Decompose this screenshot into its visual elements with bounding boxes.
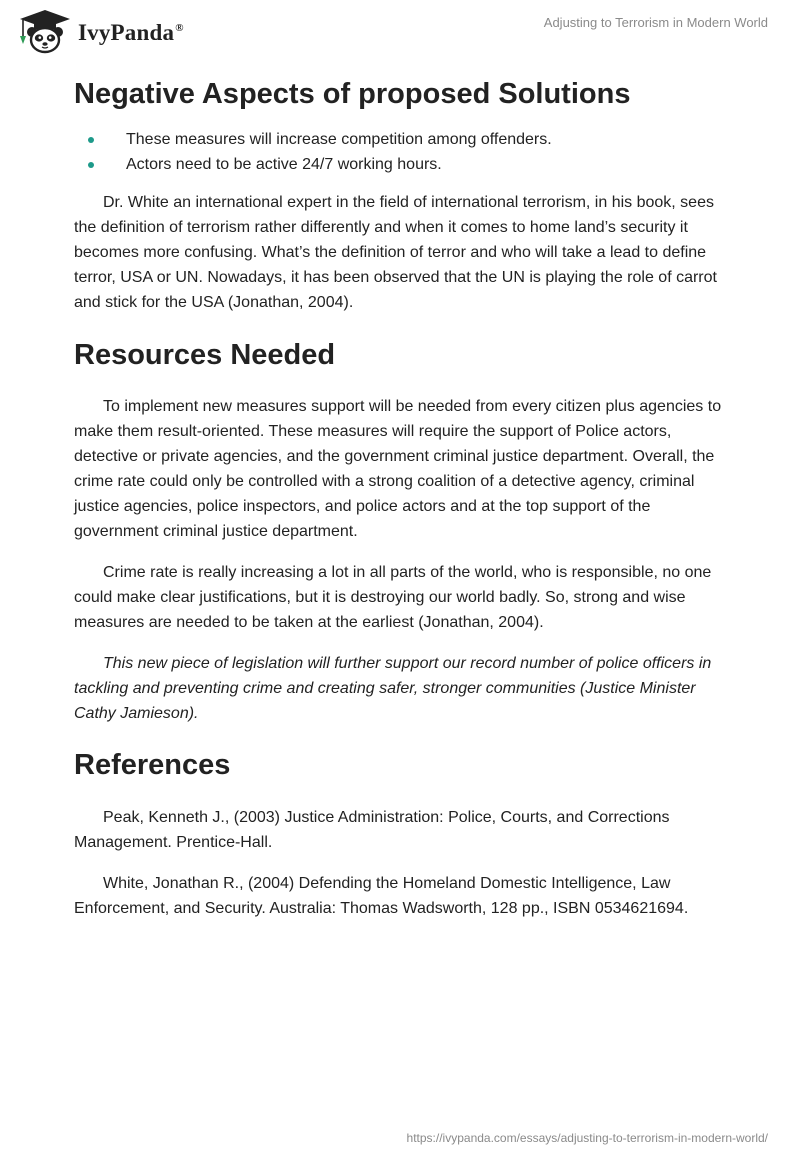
source-url[interactable]: https://ivypanda.com/essays/adjusting-to-terrorism-in-modern-world/ (406, 1131, 768, 1145)
brand-name: IvyPanda® (78, 20, 184, 45)
reference-item: Peak, Kenneth J., (2003) Justice Administration: Police, Courts, and Corrections Management. Prentice-Hall. (74, 809, 670, 851)
list-item: Actors need to be active 24/7 working hours. (74, 152, 734, 177)
reference-item: White, Jonathan R., (2004) Defending the Homeland Domestic Intelligence, Law Enforcement, and Security. Australia: Thomas Wadsworth, 128 pp., ISBN 0534621694. (74, 875, 689, 917)
paragraph: Crime rate is really increasing a lot in all parts of the world, who is responsible, no one could make clear justifications, but it is destroying our world badly. So, strong and wise measures are needed to be taken at the earliest (Jonathan, 2004). (74, 564, 712, 631)
registered-mark: ® (175, 22, 184, 34)
quote-paragraph: This new piece of legislation will further support our record number of police officers in tackling and preventing crime and creating safer, stronger communities (Justice Minister Cathy Jamieson). (74, 655, 712, 722)
heading-references: References (74, 749, 231, 781)
page-header (0, 0, 800, 70)
panda-graduate-icon (14, 8, 76, 54)
heading-negative-aspects: Negative Aspects of proposed Solutions (74, 78, 631, 110)
paragraph: Dr. White an international expert in the field of international terrorism, in his book, sees the definition of terrorism rather differently and when it comes to home land’s security it becomes more confusing. What’s the definition of terror and who will take a lead to define terror, USA or UN. Nowadays, it has been observed that the UN is playing the role of carrot and stick for the USA (Jonathan, 2004). (74, 194, 717, 311)
document-title: Adjusting to Terrorism in Modern World (543, 15, 768, 30)
negative-aspects-list (74, 127, 734, 177)
list-item: These measures will increase competition among offenders. (74, 127, 734, 152)
ivypanda-logo[interactable] (14, 8, 184, 54)
bullet-icon (88, 137, 94, 143)
article-body (74, 70, 734, 921)
paragraph: To implement new measures support will be needed from every citizen plus agencies to make them result-oriented. These measures will require the support of Police actors, detective or private agencies, and the government criminal justice department. Overall, the crime rate could only be controlled with a strong coalition of a detective agency, criminal justice agencies, police inspectors, and police actors and at the top support of the government criminal justice department. (74, 398, 722, 540)
heading-resources-needed: Resources Needed (74, 339, 336, 371)
bullet-icon (88, 162, 94, 168)
